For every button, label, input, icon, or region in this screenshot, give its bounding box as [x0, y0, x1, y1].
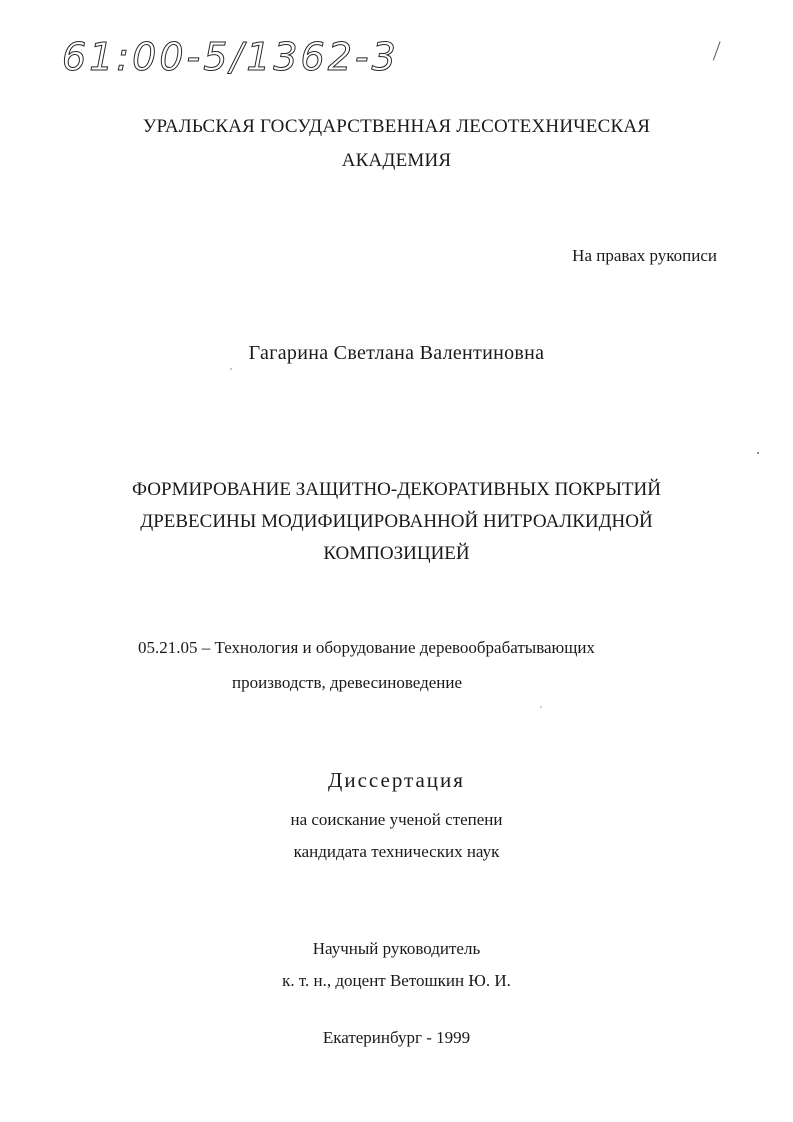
- degree-line-2: кандидата технических наук: [293, 842, 500, 861]
- supervisor-role: Научный руководитель: [312, 939, 481, 958]
- institution-name: [0, 110, 793, 180]
- rights-note: На правах рукописи: [572, 246, 717, 265]
- specialty-line-2: производств, древесиноведение: [232, 673, 462, 692]
- title-line-2: ДРЕВЕСИНЫ МОДИФИЦИРОВАННОЙ НИТРОАЛКИДНОЙ: [140, 511, 653, 532]
- pen-mark: [713, 41, 726, 62]
- scan-speck: [757, 452, 759, 454]
- thesis-type: Диссертация: [328, 768, 465, 792]
- supervisor-name: к. т. н., доцент Ветошкин Ю. И.: [282, 971, 511, 990]
- institution-line-1: УРАЛЬСКАЯ ГОСУДАРСТВЕННАЯ ЛЕСОТЕХНИЧЕСКАЯ: [142, 116, 651, 137]
- degree-statement: [0, 804, 793, 868]
- title-line-3: КОМПОЗИЦИЕЙ: [323, 543, 470, 564]
- handwritten-shelfmark: 61:00-5/1362-3: [62, 35, 399, 79]
- author-name: Гагарина Светлана Валентиновна: [248, 342, 545, 364]
- dissertation-title: [0, 474, 793, 570]
- scan-speck: [230, 368, 232, 370]
- scan-speck: [540, 706, 542, 708]
- institution-line-2: АКАДЕМИЯ: [341, 150, 452, 171]
- specialty-line-1: 05.21.05 – Технология и оборудование деревообрабатывающих: [138, 638, 595, 657]
- degree-line-1: на соискание ученой степени: [290, 810, 503, 829]
- supervisor-block: [0, 933, 793, 997]
- title-line-1: ФОРМИРОВАНИЕ ЗАЩИТНО-ДЕКОРАТИВНЫХ ПОКРЫТИЙ: [132, 479, 661, 500]
- place-and-year: Екатеринбург - 1999: [322, 1028, 471, 1047]
